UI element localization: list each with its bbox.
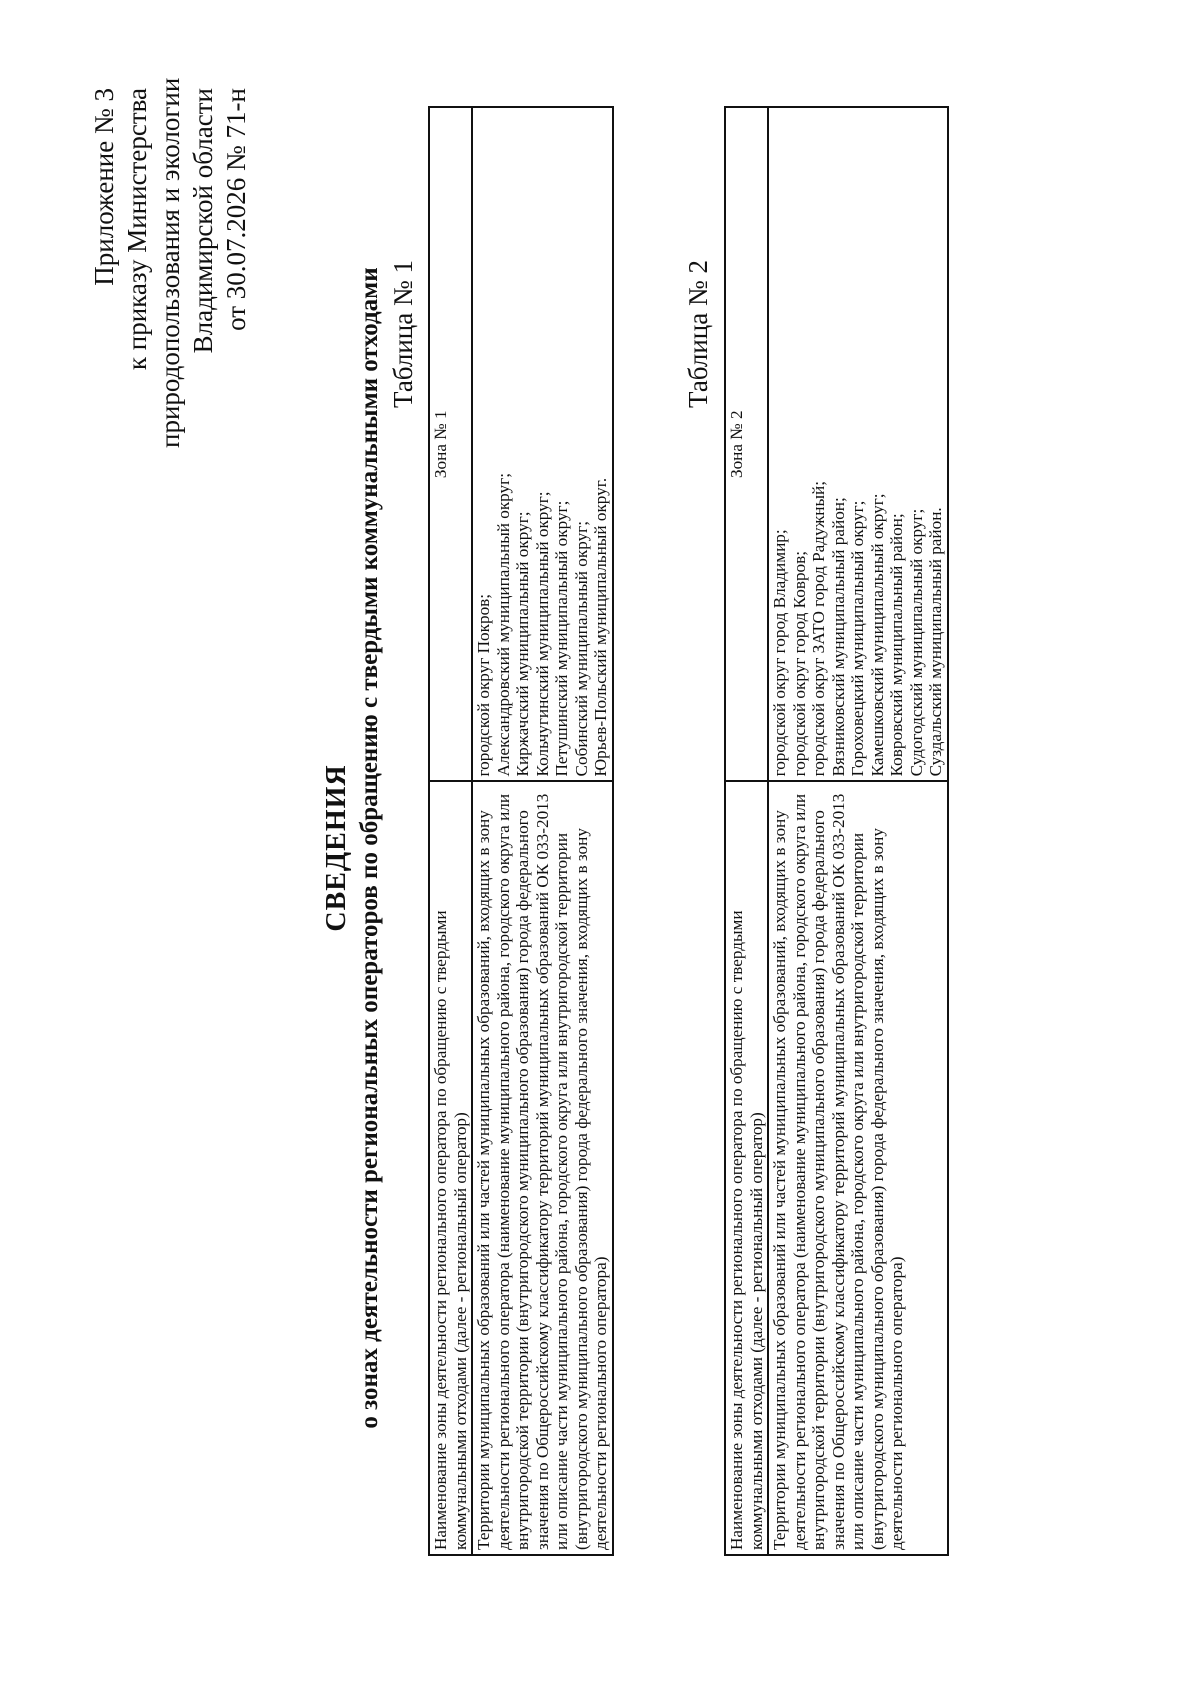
zone-name-value: Зона № 2 bbox=[725, 107, 768, 781]
list-item: Юрьев-Польский муниципальный округ. bbox=[591, 477, 610, 777]
table-1-label: Таблица № 1 bbox=[388, 260, 418, 408]
appendix-line: Приложение № 3 bbox=[89, 88, 119, 286]
territories-header: Территории муниципальных образований или частей муниципальных образований, входящих в зону деятельности регионального оператора (наименование муниципального района, городского округа или внутригородской территории (внутригородского муниципального образования) города федерального значения по Общероссийскому классификатору территорий муниципальных образований ОК 033-2013 или описание части муниципального района, городского округа или внутригородской территории (внутригородского муниципального образования) города федерального значения, входящих в зону деятельности регионального оператора) bbox=[768, 781, 948, 1555]
zone-name-header: Наименование зоны деятельности регионального оператора по обращению с твердыми коммунальными отходами (далее - региональный оператор) bbox=[725, 781, 768, 1555]
appendix-line: природопользования и экологии bbox=[155, 77, 185, 448]
table-row bbox=[472, 107, 613, 1555]
zone-name-header: Наименование зоны деятельности регионального оператора по обращению с твердыми коммунальными отходами (далее - региональный оператор) bbox=[429, 781, 472, 1555]
list-item: Камешковский муниципальный округ; bbox=[867, 493, 887, 777]
title-main: СВЕДЕНИЯ bbox=[321, 764, 352, 932]
list-item: Гороховецкий муниципальный округ; bbox=[848, 500, 867, 777]
list-item: городской округ город Владимир; bbox=[770, 529, 789, 777]
list-item: Собинский муниципальный округ; bbox=[571, 520, 591, 777]
list-item: городской округ город Ковров; bbox=[789, 550, 809, 777]
list-item: Киржачский муниципальный округ; bbox=[513, 511, 532, 777]
territories-header: Территории муниципальных образований или частей муниципальных образований, входящих в зону деятельности регионального оператора (наименование муниципального района, городского округа или внутригородской территории (внутригородского муниципального образования) города федерального значения по Общероссийскому классификатору территорий муниципальных образований ОК 033-2013 или описание части муниципального района, городского округа или внутригородской территории (внутригородского муниципального образования) города федерального значения, входящих в зону деятельности регионального оператора) bbox=[472, 781, 613, 1555]
appendix-line: к приказу Министерства bbox=[122, 88, 152, 371]
zone-table-2 bbox=[724, 106, 949, 1556]
appendix-block bbox=[88, 77, 253, 448]
appendix-line: Владимирской области bbox=[188, 88, 218, 354]
list-item: Петушинский муниципальный округ; bbox=[552, 500, 571, 777]
zone-name-value: Зона № 1 bbox=[429, 107, 472, 781]
document-title bbox=[320, 168, 386, 1528]
table-2-label: Таблица № 2 bbox=[683, 260, 713, 408]
list-item: Вязниковский муниципальный район; bbox=[828, 497, 848, 777]
list-item: Александровский муниципальный округ; bbox=[493, 473, 513, 777]
table-row bbox=[725, 107, 768, 1555]
zone-table-1 bbox=[428, 106, 614, 1556]
list-item: городской округ Покров; bbox=[474, 593, 493, 777]
territories-list bbox=[472, 107, 613, 781]
list-item: Кольчугинский муниципальный округ; bbox=[532, 491, 552, 777]
list-item: Ковровский муниципальный район; bbox=[887, 513, 906, 777]
list-item: Судогодский муниципальный округ; bbox=[906, 508, 926, 777]
table-row bbox=[429, 107, 472, 1555]
list-item: городской округ ЗАТО город Радужный; bbox=[809, 480, 828, 777]
appendix-line: от 30.07.2026 № 71-н bbox=[221, 88, 251, 331]
title-subtitle: о зонах деятельности региональных операторов по обращению с твердыми коммунальными отходами bbox=[356, 267, 383, 1429]
table-row bbox=[768, 107, 948, 1555]
list-item: Суздальский муниципальный район. bbox=[926, 507, 945, 777]
territories-list bbox=[768, 107, 948, 781]
